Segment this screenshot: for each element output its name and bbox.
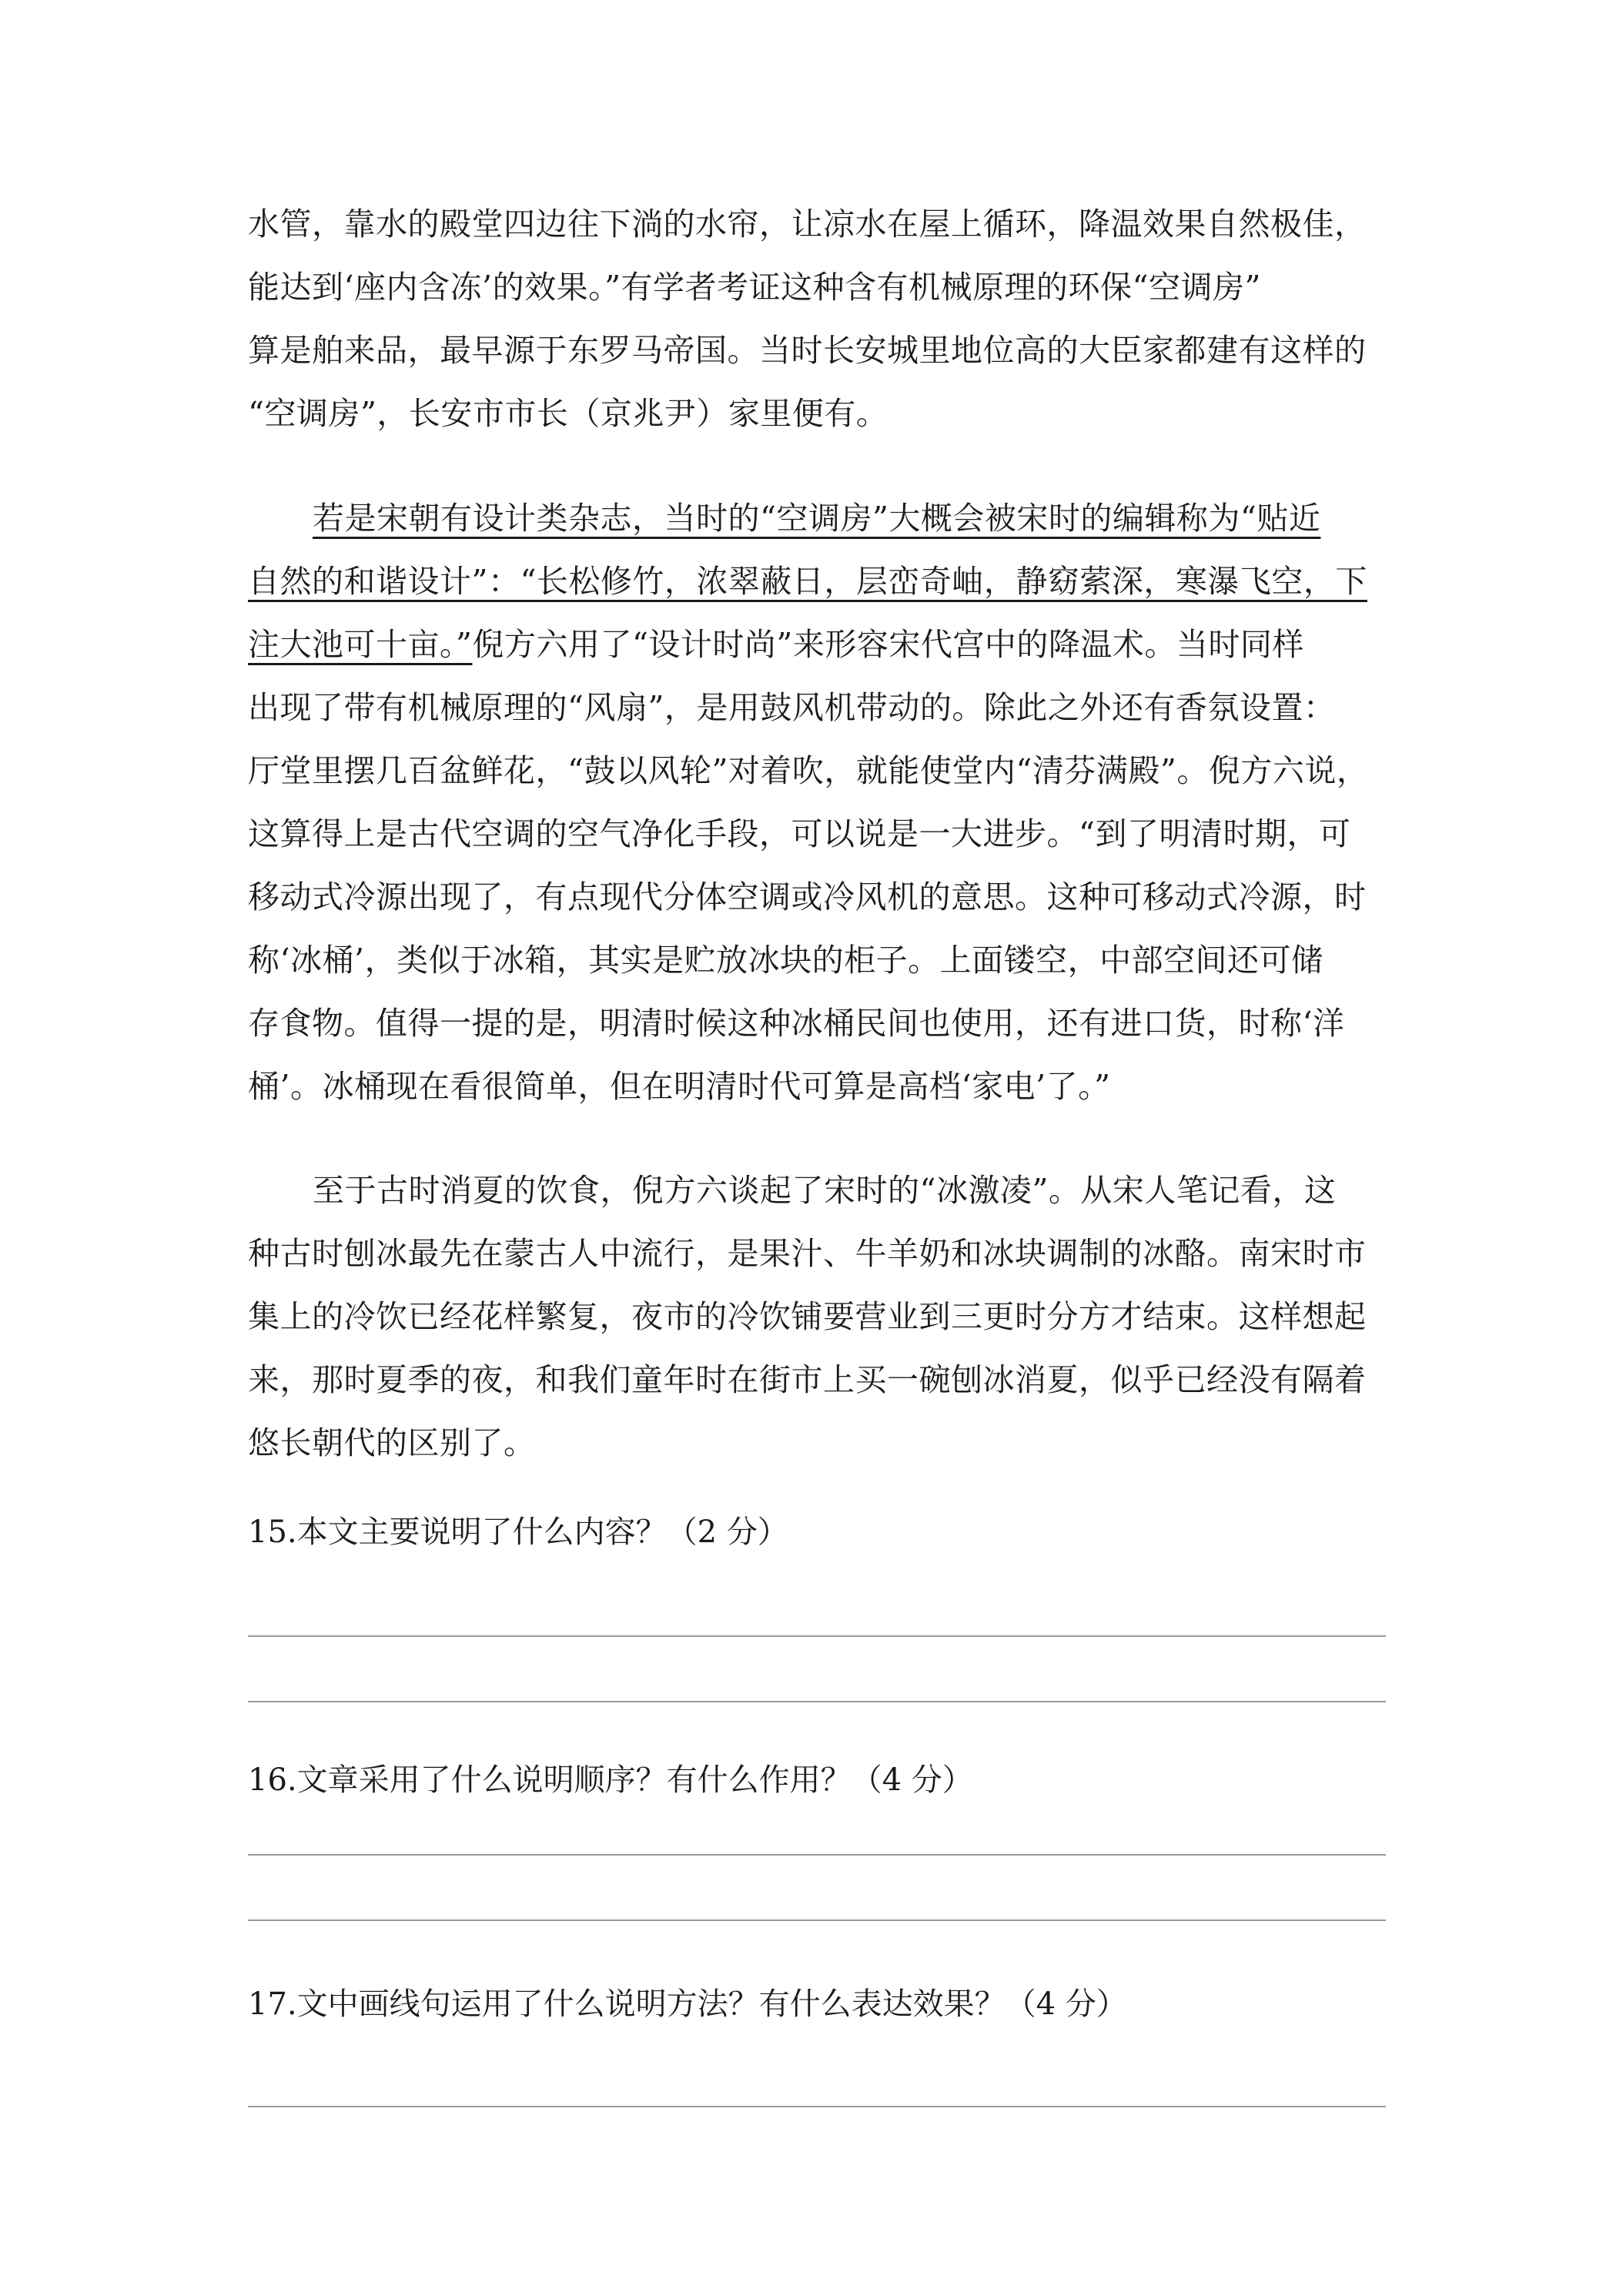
text-line: 桶’。冰桶现在看很简单，但在明清时代可算是高档‘家电’了。” [248,1068,1111,1105]
text-line: 存食物。值得一提的是，明清时候这种冰桶民间也使用，还有进口货，时称‘洋 [248,1005,1345,1042]
paragraph-1 [248,192,1387,445]
paragraph-3 [248,1159,1387,1474]
text-line: 悠长朝代的区别了。 [248,1424,536,1461]
underlined-sentence: 若是宋朝有设计类杂志，当时的“空调房”大概会被宋时的编辑称为“贴近 [313,500,1321,537]
text-line: 水管，靠水的殿堂四边往下淌的水帘，让凉水在屋上循环，降温效果自然极佳， [248,206,1367,243]
text-line: 出现了带有机械原理的“风扇”，是用鼓风机带动的。除此之外还有香氛设置： [248,689,1336,726]
text-line: 能达到‘座内含冻’的效果。”有学者考证这种含有机械原理的环保“空调房” [248,269,1261,306]
answer-line[interactable] [248,1701,1386,1702]
text-line [248,613,1387,676]
answer-line[interactable] [248,1635,1386,1637]
text-line: 种古时刨冰最先在蒙古人中流行，是果汁、牛羊奶和冰块调制的冰酪。南宋时市 [248,1235,1367,1272]
answer-line[interactable] [248,1854,1386,1856]
text-line: 称‘冰桶’，类似于冰箱，其实是贮放冰块的柜子。上面镂空，中部空间还可储 [248,942,1323,979]
question-16: 16.文章采用了什么说明顺序？有什么作用？（4 分） [248,1762,973,1798]
question-15: 15.本文主要说明了什么内容？（2 分） [248,1514,788,1550]
text-line: 这算得上是古代空调的空气净化手段，可以说是一大进步。“到了明清时期，可 [248,815,1351,852]
text-line: 移动式冷源出现了，有点现代分体空调或冷风机的意思。这种可移动式冷源，时 [248,879,1367,915]
underlined-sentence: 注大池可十亩。” [248,626,473,663]
text-line: 来，那时夏季的夜，和我们童年时在街市上买一碗刨冰消夏，似乎已经没有隔着 [248,1361,1367,1398]
text-line [248,487,1387,550]
answer-line[interactable] [248,1919,1386,1921]
paragraph-2 [248,487,1387,1118]
answer-line[interactable] [248,2106,1386,2107]
text-line: 厅堂里摆几百盆鲜花，“鼓以风轮”对着吹，就能使堂内“清芬满殿”。倪方六说， [248,752,1369,789]
text-line: 集上的冷饮已经花样繁复，夜市的冷饮铺要营业到三更时分方才结束。这样想起 [248,1298,1367,1335]
text-fragment: 倪方六用了“设计时尚”来形容宋代宫中的降温术。当时同样 [472,626,1304,663]
underlined-sentence: 自然的和谐设计”：“长松修竹，浓翠蔽日，层峦奇岫，静窈萦深，寒瀑飞空，下 [248,563,1367,600]
question-17: 17.文中画线句运用了什么说明方法？有什么表达效果？（4 分） [248,1986,1127,2022]
text-line [248,550,1387,613]
text-line: “空调房”，长安市市长（京兆尹）家里便有。 [248,395,888,432]
text-line: 算是舶来品，最早源于东罗马帝国。当时长安城里地位高的大臣家都建有这样的 [248,332,1367,369]
text-line: 至于古时消夏的饮食，倪方六谈起了宋时的“冰激凌”。从宋人笔记看，这 [313,1172,1337,1209]
